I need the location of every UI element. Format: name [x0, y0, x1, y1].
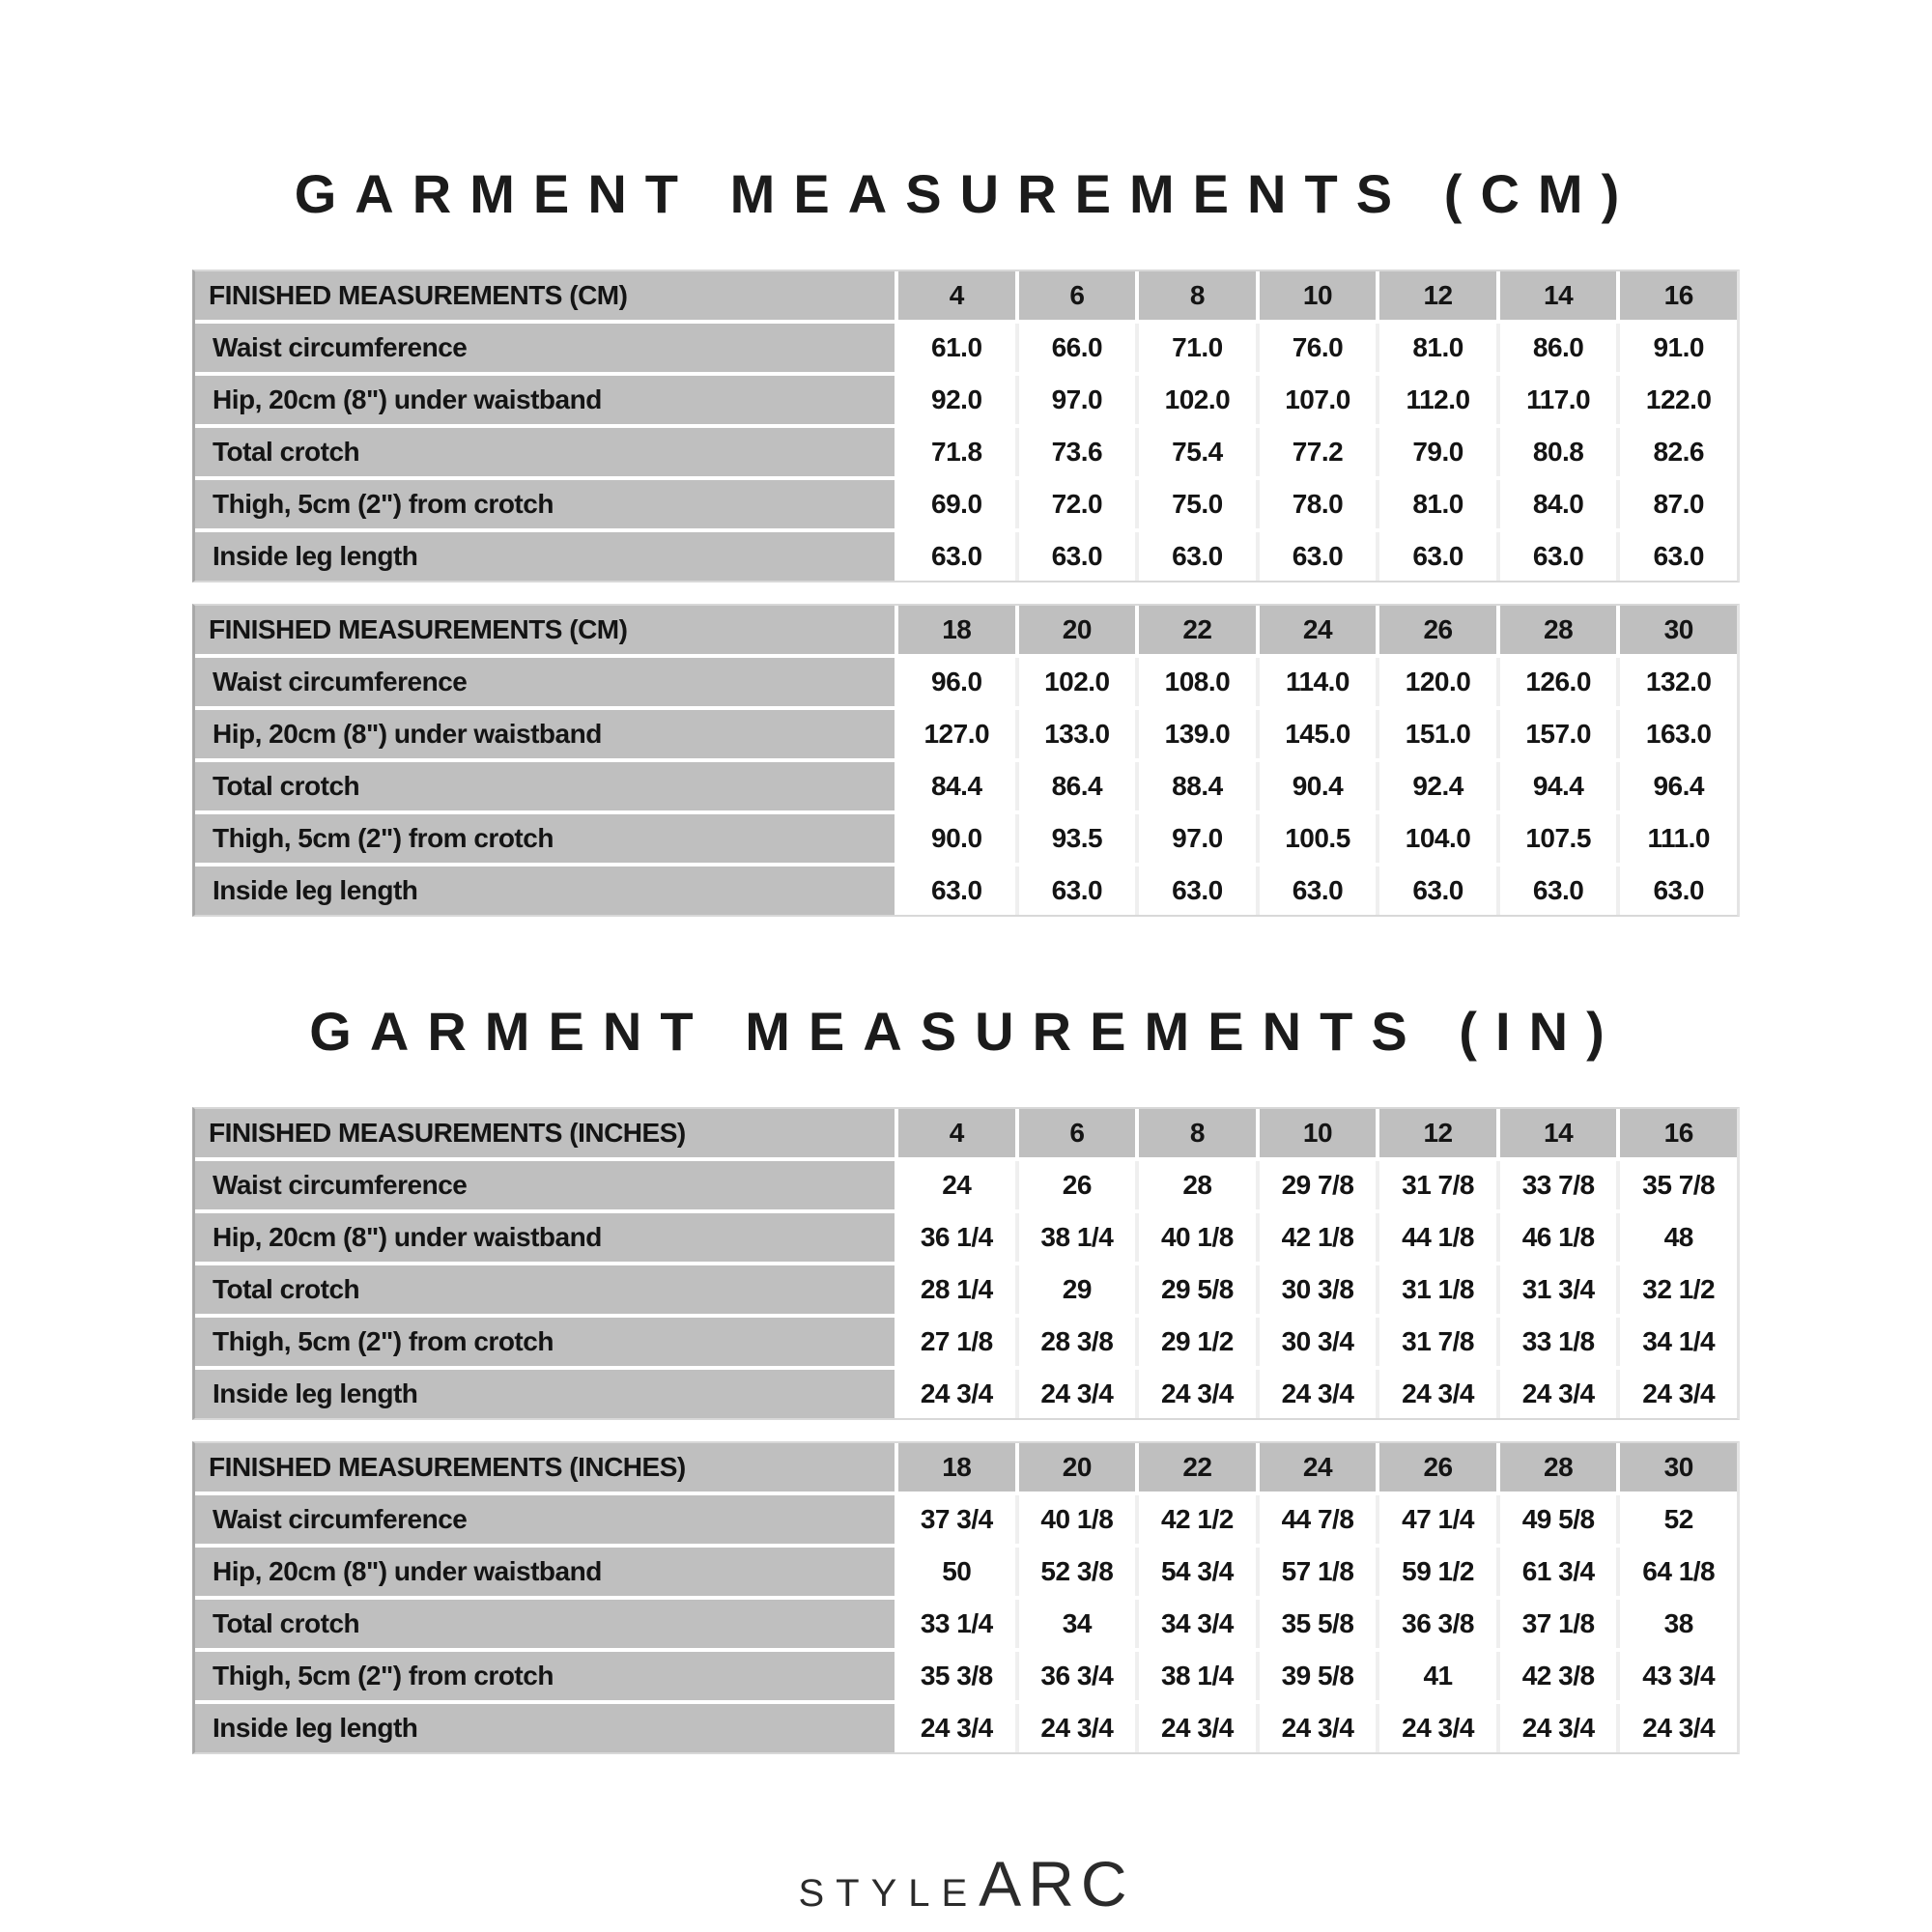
measurement-value: 86.0	[1500, 324, 1617, 372]
row-label: Thigh, 5cm (2") from crotch	[195, 480, 895, 528]
measurement-value: 96.4	[1620, 762, 1737, 810]
measurement-value: 24 3/4	[898, 1704, 1015, 1752]
row-label: Thigh, 5cm (2") from crotch	[195, 1652, 895, 1700]
measurement-value: 38	[1620, 1600, 1737, 1648]
measurement-value: 47 1/4	[1379, 1495, 1496, 1544]
measurement-value: 50	[898, 1548, 1015, 1596]
row-label: Hip, 20cm (8") under waistband	[195, 1213, 895, 1262]
measurement-value: 44 7/8	[1260, 1495, 1377, 1544]
measurement-value: 63.0	[1019, 532, 1136, 581]
table-header-label: FINISHED MEASUREMENTS (INCHES)	[195, 1109, 895, 1157]
measurement-value: 24 3/4	[1019, 1370, 1136, 1418]
row-label: Waist circumference	[195, 1495, 895, 1544]
measurement-value: 63.0	[1139, 532, 1256, 581]
measurement-value: 42 3/8	[1500, 1652, 1617, 1700]
measurement-value: 107.0	[1260, 376, 1377, 424]
measurement-value: 120.0	[1379, 658, 1496, 706]
table-row	[195, 1548, 1737, 1596]
measurement-value: 61.0	[898, 324, 1015, 372]
logo-style-text: STYLE	[798, 1872, 980, 1915]
measurement-value: 84.4	[898, 762, 1015, 810]
measurement-value: 24 3/4	[1620, 1704, 1737, 1752]
measurement-value: 73.6	[1019, 428, 1136, 476]
measurement-value: 163.0	[1620, 710, 1737, 758]
measurement-value: 31 3/4	[1500, 1265, 1617, 1314]
measurement-value: 38 1/4	[1019, 1213, 1136, 1262]
row-label: Waist circumference	[195, 1161, 895, 1209]
measurement-value: 76.0	[1260, 324, 1377, 372]
size-column-header: 12	[1379, 1109, 1496, 1157]
measurement-value: 80.8	[1500, 428, 1617, 476]
row-label: Waist circumference	[195, 324, 895, 372]
table-row	[195, 324, 1737, 372]
row-label: Waist circumference	[195, 658, 895, 706]
size-column-header: 26	[1379, 1443, 1496, 1492]
measurement-value: 28	[1139, 1161, 1256, 1209]
measurement-value: 145.0	[1260, 710, 1377, 758]
measurement-value: 34 3/4	[1139, 1600, 1256, 1648]
measurement-value: 63.0	[1260, 532, 1377, 581]
measurement-value: 87.0	[1620, 480, 1737, 528]
measurement-value: 71.0	[1139, 324, 1256, 372]
measurement-value: 122.0	[1620, 376, 1737, 424]
size-column-header: 24	[1260, 606, 1377, 654]
measurement-value: 44 1/8	[1379, 1213, 1496, 1262]
measurement-value: 94.4	[1500, 762, 1617, 810]
measurement-value: 38 1/4	[1139, 1652, 1256, 1700]
measurement-value: 132.0	[1620, 658, 1737, 706]
table-row	[195, 1213, 1737, 1262]
measurement-value: 133.0	[1019, 710, 1136, 758]
measurement-value: 40 1/8	[1019, 1495, 1136, 1544]
row-label: Inside leg length	[195, 532, 895, 581]
measurement-value: 102.0	[1139, 376, 1256, 424]
size-column-header: 4	[898, 271, 1015, 320]
measurement-value: 84.0	[1500, 480, 1617, 528]
measurement-value: 127.0	[898, 710, 1015, 758]
measurement-value: 63.0	[1379, 532, 1496, 581]
size-column-header: 4	[898, 1109, 1015, 1157]
measurement-value: 90.0	[898, 814, 1015, 863]
measurement-value: 104.0	[1379, 814, 1496, 863]
size-column-header: 16	[1620, 271, 1737, 320]
measurement-value: 59 1/2	[1379, 1548, 1496, 1596]
size-column-header: 10	[1260, 271, 1377, 320]
row-label: Hip, 20cm (8") under waistband	[195, 376, 895, 424]
table-row	[195, 762, 1737, 810]
size-column-header: 16	[1620, 1109, 1737, 1157]
measurement-value: 108.0	[1139, 658, 1256, 706]
cm-size-table-18-30	[192, 604, 1740, 917]
measurement-value: 35 3/8	[898, 1652, 1015, 1700]
row-label: Total crotch	[195, 1600, 895, 1648]
measurement-value: 35 7/8	[1620, 1161, 1737, 1209]
measurement-value: 33 7/8	[1500, 1161, 1617, 1209]
measurement-value: 77.2	[1260, 428, 1377, 476]
size-column-header: 6	[1019, 1109, 1136, 1157]
measurement-value: 37 3/4	[898, 1495, 1015, 1544]
table-row	[195, 710, 1737, 758]
measurement-value: 24 3/4	[1019, 1704, 1136, 1752]
measurement-value: 66.0	[1019, 324, 1136, 372]
table-row	[195, 532, 1737, 581]
row-label: Hip, 20cm (8") under waistband	[195, 1548, 895, 1596]
measurement-value: 151.0	[1379, 710, 1496, 758]
section-title-cm: GARMENT MEASUREMENTS (CM)	[294, 163, 1638, 224]
measurement-value: 63.0	[1620, 532, 1737, 581]
measurement-value: 31 7/8	[1379, 1318, 1496, 1366]
size-column-header: 18	[898, 1443, 1015, 1492]
stylearc-logo	[0, 1847, 1932, 1920]
measurement-value: 63.0	[898, 532, 1015, 581]
measurement-value: 29 7/8	[1260, 1161, 1377, 1209]
size-column-header: 28	[1500, 606, 1617, 654]
table-row	[195, 1495, 1737, 1544]
measurement-value: 34 1/4	[1620, 1318, 1737, 1366]
measurement-value: 24 3/4	[1500, 1370, 1617, 1418]
measurement-value: 78.0	[1260, 480, 1377, 528]
table-row	[195, 1265, 1737, 1314]
table-header-row	[195, 271, 1737, 320]
table-row	[195, 480, 1737, 528]
measurement-value: 139.0	[1139, 710, 1256, 758]
measurement-value: 75.0	[1139, 480, 1256, 528]
measurement-value: 39 5/8	[1260, 1652, 1377, 1700]
size-column-header: 22	[1139, 1443, 1256, 1492]
measurement-value: 24	[898, 1161, 1015, 1209]
size-column-header: 26	[1379, 606, 1496, 654]
measurement-value: 29 5/8	[1139, 1265, 1256, 1314]
measurement-value: 36 1/4	[898, 1213, 1015, 1262]
cm-size-table-4-16	[192, 270, 1740, 582]
measurement-value: 107.5	[1500, 814, 1617, 863]
measurement-value: 86.4	[1019, 762, 1136, 810]
size-column-header: 20	[1019, 606, 1136, 654]
table-row	[195, 1704, 1737, 1752]
size-column-header: 14	[1500, 1109, 1617, 1157]
row-label: Hip, 20cm (8") under waistband	[195, 710, 895, 758]
measurement-value: 36 3/4	[1019, 1652, 1136, 1700]
table-row	[195, 867, 1737, 915]
measurement-value: 43 3/4	[1620, 1652, 1737, 1700]
table-row	[195, 658, 1737, 706]
measurement-value: 97.0	[1019, 376, 1136, 424]
table-header-row	[195, 1109, 1737, 1157]
measurement-value: 42 1/2	[1139, 1495, 1256, 1544]
measurement-value: 24 3/4	[1260, 1704, 1377, 1752]
measurement-value: 52	[1620, 1495, 1737, 1544]
measurement-value: 72.0	[1019, 480, 1136, 528]
measurement-value: 24 3/4	[1620, 1370, 1737, 1418]
measurement-value: 24 3/4	[1260, 1370, 1377, 1418]
size-column-header: 10	[1260, 1109, 1377, 1157]
measurement-value: 46 1/8	[1500, 1213, 1617, 1262]
measurement-value: 24 3/4	[1139, 1370, 1256, 1418]
measurement-value: 71.8	[898, 428, 1015, 476]
row-label: Thigh, 5cm (2") from crotch	[195, 814, 895, 863]
measurement-value: 117.0	[1500, 376, 1617, 424]
measurement-value: 27 1/8	[898, 1318, 1015, 1366]
size-column-header: 18	[898, 606, 1015, 654]
measurement-value: 79.0	[1379, 428, 1496, 476]
measurement-value: 69.0	[898, 480, 1015, 528]
measurement-value: 24 3/4	[898, 1370, 1015, 1418]
row-label: Total crotch	[195, 1265, 895, 1314]
size-column-header: 24	[1260, 1443, 1377, 1492]
measurement-value: 28 3/8	[1019, 1318, 1136, 1366]
measurement-value: 31 1/8	[1379, 1265, 1496, 1314]
measurement-value: 63.0	[1620, 867, 1737, 915]
measurement-value: 30 3/8	[1260, 1265, 1377, 1314]
table-header-label: FINISHED MEASUREMENTS (INCHES)	[195, 1443, 895, 1492]
measurement-value: 96.0	[898, 658, 1015, 706]
table-header-row	[195, 1443, 1737, 1492]
measurement-value: 33 1/8	[1500, 1318, 1617, 1366]
size-column-header: 14	[1500, 271, 1617, 320]
table-row	[195, 1370, 1737, 1418]
row-label: Inside leg length	[195, 1704, 895, 1752]
measurement-value: 61 3/4	[1500, 1548, 1617, 1596]
size-column-header: 12	[1379, 271, 1496, 320]
table-row	[195, 376, 1737, 424]
measurement-value: 63.0	[1139, 867, 1256, 915]
measurement-value: 111.0	[1620, 814, 1737, 863]
measurement-value: 31 7/8	[1379, 1161, 1496, 1209]
size-column-header: 8	[1139, 271, 1256, 320]
measurement-value: 41	[1379, 1652, 1496, 1700]
table-row	[195, 1652, 1737, 1700]
measurement-value: 37 1/8	[1500, 1600, 1617, 1648]
measurement-value: 92.4	[1379, 762, 1496, 810]
measurement-value: 36 3/8	[1379, 1600, 1496, 1648]
measurement-value: 100.5	[1260, 814, 1377, 863]
measurement-value: 157.0	[1500, 710, 1617, 758]
measurement-value: 33 1/4	[898, 1600, 1015, 1648]
measurement-value: 93.5	[1019, 814, 1136, 863]
measurement-value: 48	[1620, 1213, 1737, 1262]
measurement-value: 92.0	[898, 376, 1015, 424]
table-row	[195, 814, 1737, 863]
row-label: Total crotch	[195, 428, 895, 476]
row-label: Thigh, 5cm (2") from crotch	[195, 1318, 895, 1366]
measurement-value: 63.0	[1379, 867, 1496, 915]
measurement-value: 34	[1019, 1600, 1136, 1648]
measurement-value: 26	[1019, 1161, 1136, 1209]
measurement-value: 24 3/4	[1139, 1704, 1256, 1752]
measurement-value: 29	[1019, 1265, 1136, 1314]
measurement-value: 24 3/4	[1500, 1704, 1617, 1752]
measurement-value: 112.0	[1379, 376, 1496, 424]
measurement-value: 102.0	[1019, 658, 1136, 706]
table-header-label: FINISHED MEASUREMENTS (CM)	[195, 271, 895, 320]
table-row	[195, 1161, 1737, 1209]
measurement-value: 90.4	[1260, 762, 1377, 810]
row-label: Inside leg length	[195, 1370, 895, 1418]
measurement-value: 63.0	[1019, 867, 1136, 915]
section-title-in: GARMENT MEASUREMENTS (IN)	[309, 1001, 1623, 1062]
measurement-value: 32 1/2	[1620, 1265, 1737, 1314]
measurement-value: 49 5/8	[1500, 1495, 1617, 1544]
measurement-value: 24 3/4	[1379, 1704, 1496, 1752]
table-header-row	[195, 606, 1737, 654]
measurement-value: 30 3/4	[1260, 1318, 1377, 1366]
measurement-value: 29 1/2	[1139, 1318, 1256, 1366]
measurement-value: 42 1/8	[1260, 1213, 1377, 1262]
row-label: Total crotch	[195, 762, 895, 810]
logo-arc-text: ARC	[979, 1848, 1134, 1919]
measurement-value: 75.4	[1139, 428, 1256, 476]
size-column-header: 20	[1019, 1443, 1136, 1492]
measurement-value: 54 3/4	[1139, 1548, 1256, 1596]
measurement-value: 40 1/8	[1139, 1213, 1256, 1262]
measurement-value: 24 3/4	[1379, 1370, 1496, 1418]
measurement-value: 114.0	[1260, 658, 1377, 706]
table-row	[195, 1318, 1737, 1366]
measurement-value: 63.0	[1500, 532, 1617, 581]
size-column-header: 22	[1139, 606, 1256, 654]
measurement-value: 91.0	[1620, 324, 1737, 372]
measurement-value: 35 5/8	[1260, 1600, 1377, 1648]
measurement-value: 64 1/8	[1620, 1548, 1737, 1596]
row-label: Inside leg length	[195, 867, 895, 915]
table-row	[195, 1600, 1737, 1648]
size-column-header: 8	[1139, 1109, 1256, 1157]
measurement-value: 63.0	[898, 867, 1015, 915]
measurement-value: 63.0	[1260, 867, 1377, 915]
size-column-header: 30	[1620, 1443, 1737, 1492]
measurement-value: 81.0	[1379, 324, 1496, 372]
size-column-header: 30	[1620, 606, 1737, 654]
measurement-value: 52 3/8	[1019, 1548, 1136, 1596]
in-size-table-4-16	[192, 1107, 1740, 1420]
in-size-table-18-30	[192, 1441, 1740, 1754]
measurement-value: 88.4	[1139, 762, 1256, 810]
measurement-value: 97.0	[1139, 814, 1256, 863]
measurement-value: 81.0	[1379, 480, 1496, 528]
measurement-value: 57 1/8	[1260, 1548, 1377, 1596]
measurement-value: 63.0	[1500, 867, 1617, 915]
table-header-label: FINISHED MEASUREMENTS (CM)	[195, 606, 895, 654]
measurement-value: 82.6	[1620, 428, 1737, 476]
size-column-header: 28	[1500, 1443, 1617, 1492]
size-column-header: 6	[1019, 271, 1136, 320]
measurement-value: 28 1/4	[898, 1265, 1015, 1314]
measurement-value: 126.0	[1500, 658, 1617, 706]
table-row	[195, 428, 1737, 476]
